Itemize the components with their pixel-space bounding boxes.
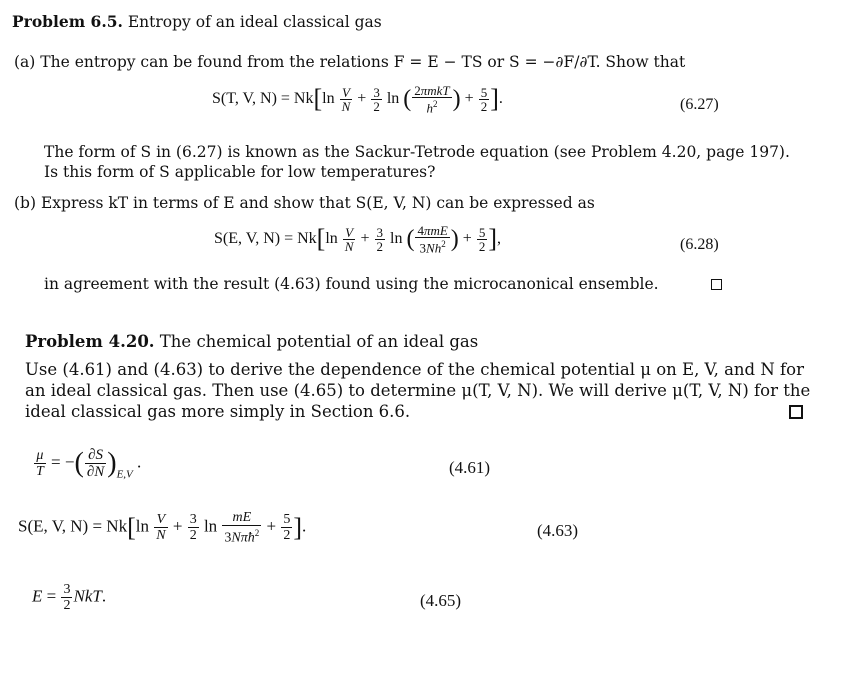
equation-4-65-number: (4.65) bbox=[420, 591, 462, 610]
part-b-text: Express kT in terms of E and show that S(E, V, N) can be expressed as bbox=[40, 194, 595, 212]
equation-6-28-lhs: S(E, V, N) = Nk bbox=[214, 229, 317, 247]
problem-6-5-label: Problem 6.5. bbox=[12, 12, 123, 31]
problem-4-20-label: Problem 4.20. bbox=[25, 332, 155, 351]
equation-4-63-number: (4.63) bbox=[537, 521, 579, 540]
equation-4-65: E = $\frac{3}{2}$ NkT. bbox=[32, 582, 107, 613]
problem-6-5-title: Entropy of an ideal classical gas bbox=[127, 13, 382, 31]
problem-4-20-heading bbox=[25, 331, 478, 352]
equation-6-27: S(T, V, N) = Nk[ln $\frac{V}{N}$ + $\frac{3}{2}$ ln ( $\frac{\text{2πmkT}}{h^2}$ ) + $\frac{5}{2}$ ]. bbox=[212, 83, 503, 116]
equation-4-63-lhs: S(E, V, N) = Nk bbox=[18, 516, 128, 536]
part-b-closing: in agreement with the result (4.63) found using the microcanonical ensemble. bbox=[44, 275, 659, 293]
problem-4-20-line1: Use (4.61) and (4.63) to derive the dependence of the chemical potential μ on E, V, and N for bbox=[25, 360, 804, 379]
part-a-note-line2: Is this form of S applicable for low temperatures? bbox=[44, 163, 436, 181]
part-a-intro bbox=[14, 52, 685, 73]
equation-6-28-number: (6.28) bbox=[680, 236, 719, 253]
equation-4-63: S(E, V, N) = Nk[ln $\frac{V}{N}$ + $\frac{3}{2}$ ln $\frac{mE}{3N\pi ħ^2}$ + $\frac{5}{2}$ ]. bbox=[18, 510, 307, 546]
part-a-note-line1: The form of S in (6.27) is known as the Sackur-Tetrode equation (see Problem 4.20, page 197). bbox=[44, 143, 790, 161]
problem-4-20-line3: ideal classical gas more simply in Section 6.6. bbox=[25, 402, 411, 421]
part-a-marker: (a) bbox=[14, 53, 36, 71]
part-b-marker: (b) bbox=[14, 194, 37, 212]
equation-6-28: S(E, V, N) = Nk[ln $\frac{V}{N}$ + $\frac{3}{2}$ ln ( $\frac{\text{4πmE}}{3Nh^2}$ ) + $\frac{5}{2}$ ], bbox=[214, 223, 501, 256]
qed-box-6-5 bbox=[711, 279, 722, 290]
equation-4-61: $\frac{\mu}{T}$ = −( $\frac{\partial S}{\partial N}$ )$_{E,V}$ . bbox=[36, 447, 142, 481]
problem-4-20-title: The chemical potential of an ideal gas bbox=[159, 332, 479, 351]
problem-6-5-heading bbox=[12, 11, 382, 33]
part-a-text: The entropy can be found from the relations F = E − TS or S = −∂F/∂T. Show that bbox=[40, 53, 686, 71]
problem-4-20-line2: an ideal classical gas. Then use (4.65) to determine μ(T, V, N). We will derive μ(T, V, N) for the bbox=[25, 381, 811, 400]
equation-4-61-number: (4.61) bbox=[449, 458, 491, 477]
part-b-intro bbox=[14, 193, 595, 214]
equation-6-27-number: (6.27) bbox=[680, 96, 719, 113]
qed-box-4-20 bbox=[789, 405, 803, 419]
equation-6-27-lhs: S(T, V, N) = Nk bbox=[212, 89, 314, 107]
